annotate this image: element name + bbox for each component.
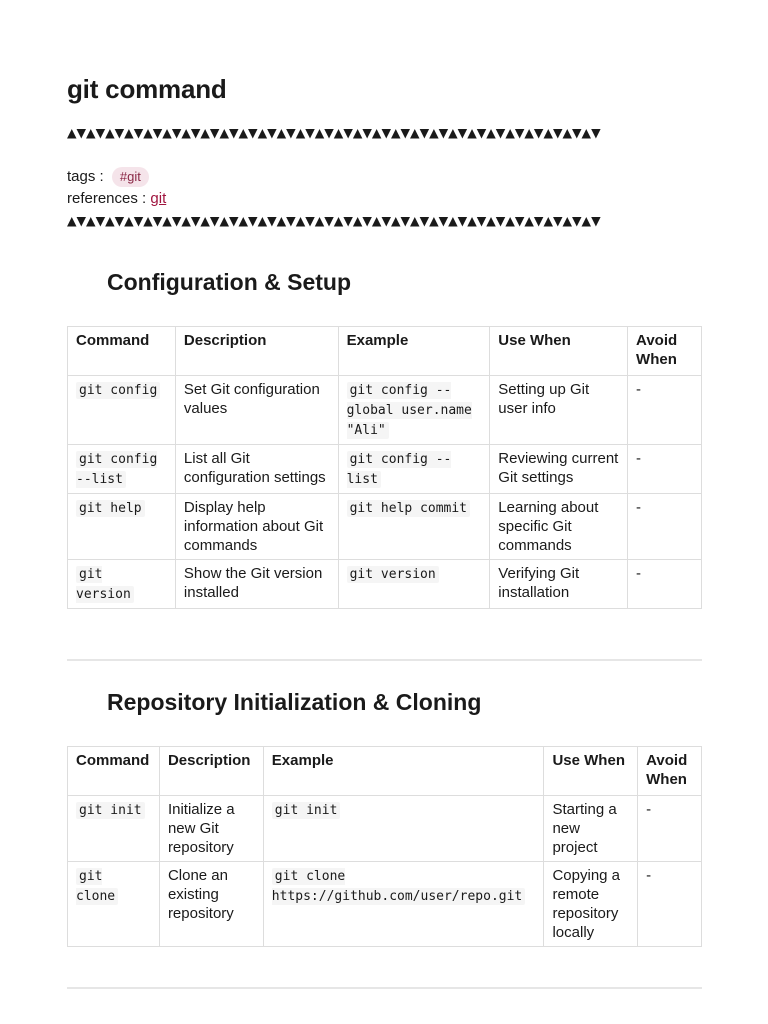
column-header: Avoid When: [628, 327, 702, 376]
table-row: [68, 560, 702, 609]
use-when-cell: Reviewing current Git settings: [490, 445, 628, 494]
tags-label: tags :: [67, 168, 104, 185]
example-code: git config --global user.name "Ali": [346, 383, 472, 438]
column-header: Description: [159, 747, 263, 796]
avoid-when-cell: -: [638, 862, 702, 947]
description-cell: Set Git configuration values: [175, 376, 338, 445]
example-cell: [338, 560, 490, 609]
repository-table: [67, 746, 702, 947]
section-divider: [67, 659, 702, 661]
section-heading-configuration: Configuration & Setup: [107, 269, 352, 295]
command-cell: [68, 796, 160, 862]
use-when-cell: Starting a new project: [544, 796, 638, 862]
command-code: git version: [76, 566, 134, 603]
command-code: git help: [76, 500, 145, 517]
command-cell: [68, 376, 176, 445]
command-code: git init: [76, 802, 145, 819]
command-cell: [68, 560, 176, 609]
example-code: git version: [347, 566, 439, 583]
references-label: references :: [67, 190, 147, 207]
example-cell: [338, 376, 490, 445]
page-title: git command: [67, 74, 227, 104]
command-cell: [68, 494, 176, 560]
avoid-when-cell: -: [638, 796, 702, 862]
reference-link-git[interactable]: git: [150, 190, 167, 207]
column-header: Use When: [490, 327, 628, 376]
use-when-cell: Verifying Git installation: [490, 560, 628, 609]
references-row: [67, 188, 166, 210]
table-header-row: [68, 747, 702, 796]
example-code: git help commit: [347, 500, 470, 517]
avoid-when-cell: -: [628, 494, 702, 560]
tag-git[interactable]: #git: [112, 167, 149, 187]
command-cell: [68, 445, 176, 494]
column-header: Example: [338, 327, 490, 376]
use-when-cell: Learning about specific Git commands: [490, 494, 628, 560]
table-row: [68, 445, 702, 494]
table-row: [68, 796, 702, 862]
tags-row: [67, 166, 149, 188]
example-cell: [263, 796, 544, 862]
description-cell: Show the Git version installed: [175, 560, 338, 609]
example-code: git init: [272, 802, 341, 819]
command-code: git config: [76, 382, 160, 399]
description-cell: Initialize a new Git repository: [159, 796, 263, 862]
description-cell: Clone an existing repository: [159, 862, 263, 947]
column-header: Command: [68, 327, 176, 376]
command-code: git config --list: [76, 452, 158, 487]
column-header: Example: [263, 747, 544, 796]
command-cell: [68, 862, 160, 947]
command-code: git clone: [76, 868, 118, 905]
avoid-when-cell: -: [628, 445, 702, 494]
table-row: [68, 494, 702, 560]
example-code: git clone https://github.com/user/repo.git: [272, 868, 525, 905]
table-row: [68, 376, 702, 445]
description-cell: Display help information about Git commands: [175, 494, 338, 560]
use-when-cell: Setting up Git user info: [490, 376, 628, 445]
avoid-when-cell: -: [628, 560, 702, 609]
example-code: git config --list: [346, 452, 452, 487]
table-row: [68, 862, 702, 947]
section-divider: [67, 987, 702, 989]
example-cell: [338, 494, 490, 560]
avoid-when-cell: -: [628, 376, 702, 445]
column-header: Use When: [544, 747, 638, 796]
column-header: Description: [175, 327, 338, 376]
use-when-cell: Copying a remote repository locally: [544, 862, 638, 947]
column-header: Avoid When: [638, 747, 702, 796]
column-header: Command: [68, 747, 160, 796]
example-cell: [338, 445, 490, 494]
description-cell: List all Git configuration settings: [175, 445, 338, 494]
configuration-table: [67, 326, 702, 609]
section-heading-repository: Repository Initialization & Cloning: [107, 689, 482, 715]
triangle-divider-top: ▲▼▲▼▲▼▲▼▲▼▲▼▲▼▲▼▲▼▲▼▲▼▲▼▲▼▲▼▲▼▲▼▲▼▲▼▲▼▲▼▲▼▲▼▲▼▲▼▲▼▲▼▲▼▲▼: [67, 125, 601, 140]
table-header-row: [68, 327, 702, 376]
triangle-divider-bottom: ▲▼▲▼▲▼▲▼▲▼▲▼▲▼▲▼▲▼▲▼▲▼▲▼▲▼▲▼▲▼▲▼▲▼▲▼▲▼▲▼▲▼▲▼▲▼▲▼▲▼▲▼▲▼▲▼: [67, 213, 601, 228]
example-cell: [263, 862, 544, 947]
